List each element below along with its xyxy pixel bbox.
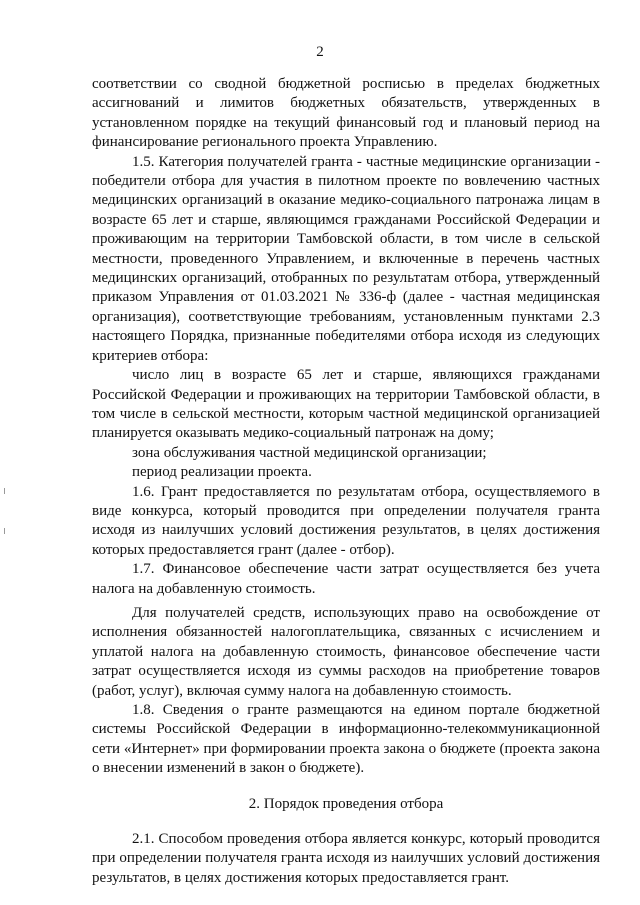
section-heading: 2. Порядок проведения отбора [248,795,444,812]
criterion-item: число лиц в возрасте 65 лет и старше, являющихся гражданами Российской Федерации и проживающих на территории Тамбовской области, в том числе в сельской местности, которым частной медицинской организацией планируется оказывать медико-социальный патронаж на дому; [92,367,600,442]
document-body [92,75,600,888]
paragraph-1-5: 1.5. Категория получателей гранта - частные медицинские организации - победители отбора для участия в пилотном проекте по вовлечению частных медицинских организаций в оказание медико-социального патронажа лицам в возрасте 65 лет и старше, являющимся гражданами Российской Федерации и проживающим на территории Тамбовской области, в том числе в сельской местности, проведенного Управлением, и включенные в перечень частных медицинских организаций, отобранных по результатам отбора, утвержденный приказом Управления от 01.03.2021 № 336-ф (далее - частная медицинская организация), соответствующие требованиям, установленным пунктами 2.3 настоящего Порядка, признанные победителями отбора исходя из следующих критериев отбора: [92,153,600,364]
criterion-item: период реализации проекта. [132,464,312,481]
margin-mark [4,528,5,534]
paragraph: Для получателей средств, использующих право на освобождение от исполнения обязанностей налогоплательщика, связанных с исчислением и уплатой налога на добавленную стоимость, финансовое обеспечение части затрат осуществляется исходя из суммы расходов на приобретение товаров (работ, услуг), включая сумму налога на добавленную стоимость. [92,604,600,699]
paragraph-1-7: 1.7. Финансовое обеспечение части затрат осуществляется без учета налога на добавленную стоимость. [92,561,600,597]
paragraph-1-6: 1.6. Грант предоставляется по результатам отбора, осуществляемого в виде конкурса, который проводится при определении получателя гранта исходя из наилучших условий достижения результатов, в целях достижения которых предоставляется грант (далее - отбор). [92,483,600,558]
paragraph: соответствии со сводной бюджетной росписью в пределах бюджетных ассигнований и лимитов бюджетных обязательств, утвержденных в установленном порядке на текущий финансовый год и плановый период на финансирование регионального проекта Управлению. [92,76,600,151]
paragraph-1-8: 1.8. Сведения о гранте размещаются на едином портале бюджетной системы Российской Федерации в информационно-телекоммуникационной сети «Интернет» при формировании проекта закона о бюджете (проекта закона о внесении изменений в закон о бюджете). [92,702,600,777]
criterion-item: зона обслуживания частной медицинской организации; [132,444,487,461]
margin-mark [4,488,5,494]
paragraph-2-1: 2.1. Способом проведения отбора является конкурс, который проводится при определении получателя гранта исходя из наилучших условий достижения результатов, в целях достижения которых предоставляется грант. [92,831,600,886]
page-number: 2 [316,44,324,60]
